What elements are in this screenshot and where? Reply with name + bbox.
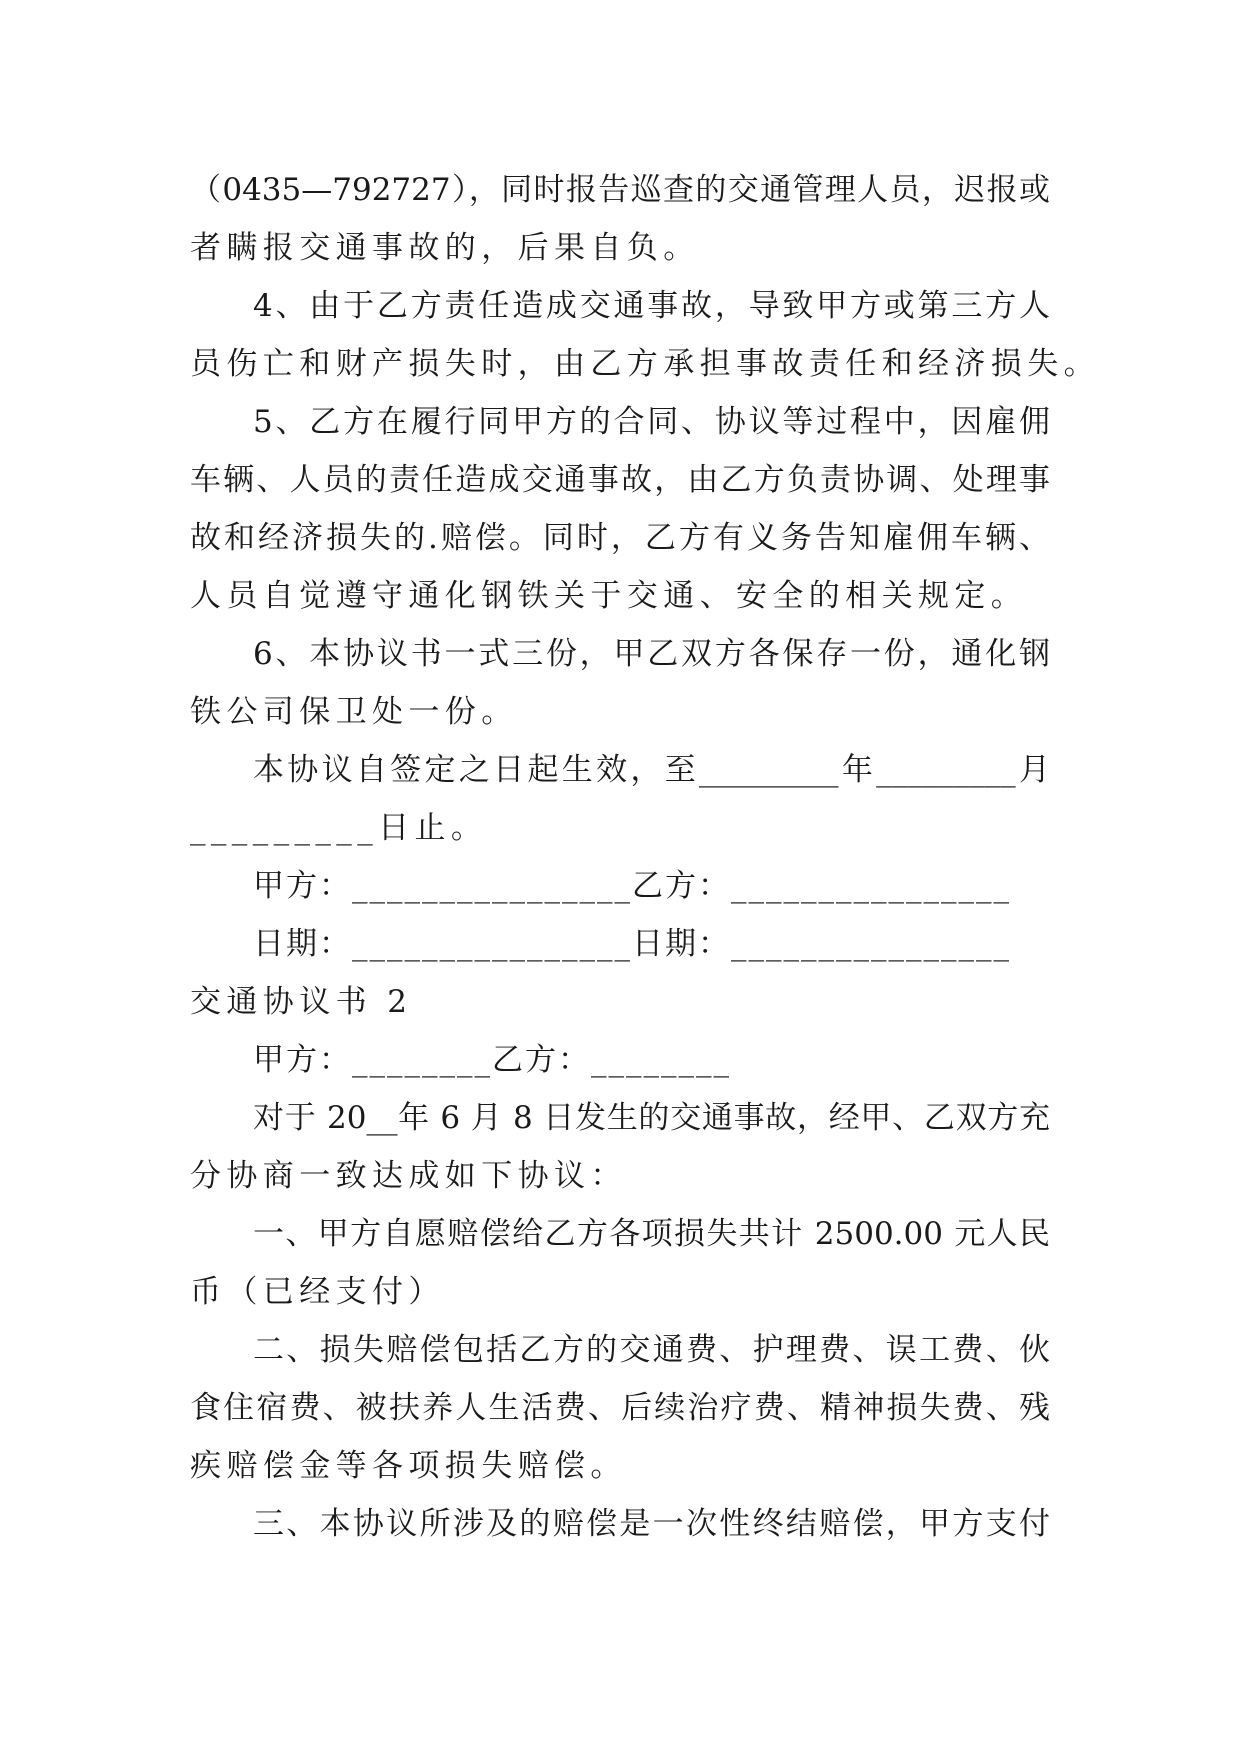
text-line: （0435—792727），同时报告巡查的交通管理人员，迟报或 <box>190 172 1050 208</box>
clause-2-start: 二、损失赔偿包括乙方的交通费、护理费、误工费、伙 <box>253 1332 1050 1368</box>
section-title: 交通协议书 2 <box>190 984 413 1020</box>
text-line: _________日止。 <box>190 810 488 846</box>
text-line: 故和经济损失的.赔偿。同时，乙方有义务告知雇佣车辆、 <box>190 520 1050 556</box>
effective-date-line: 本协议自签定之日起生效，至_________年_________月 <box>253 752 1050 788</box>
text-line: 币（已经支付） <box>190 1274 445 1310</box>
signature-party-line: 甲方：________________乙方：________________ <box>253 868 1011 904</box>
text-line: 分协商一致达成如下协议： <box>190 1158 627 1194</box>
text-line: 食住宿费、被扶养人生活费、后续治疗费、精神损失费、残 <box>190 1390 1050 1426</box>
paragraph-5-start: 5、乙方在履行同甲方的合同、协议等过程中，因雇佣 <box>253 404 1050 440</box>
text-line: 车辆、人员的责任造成交通事故，由乙方负责协调、处理事 <box>190 462 1050 498</box>
text-line: 疾赔偿金等各项损失赔偿。 <box>190 1448 627 1484</box>
paragraph-6-start: 6、本协议书一式三份，甲乙双方各保存一份，通化钢 <box>253 636 1050 672</box>
text-line: 铁公司保卫处一份。 <box>190 694 518 730</box>
parties-line: 甲方：________乙方：________ <box>253 1042 731 1078</box>
clause-3-start: 三、本协议所涉及的赔偿是一次性终结赔偿，甲方支付 <box>253 1506 1050 1542</box>
paragraph-4-start: 4、由于乙方责任造成交通事故，导致甲方或第三方人 <box>253 288 1050 324</box>
text-line: 员伤亡和财产损失时，由乙方承担事故责任和经济损失。 <box>190 346 1100 382</box>
clause-1-start: 一、甲方自愿赔偿给乙方各项损失共计 2500.00 元人民 <box>253 1216 1050 1252</box>
text-line: 者瞒报交通事故的，后果自负。 <box>190 230 700 266</box>
text-line: 人员自觉遵守通化钢铁关于交通、安全的相关规定。 <box>190 578 1028 614</box>
paragraph-start: 对于 20__年 6 月 8 日发生的交通事故，经甲、乙双方充 <box>253 1100 1050 1136</box>
signature-date-line: 日期：________________日期：________________ <box>253 926 1011 962</box>
